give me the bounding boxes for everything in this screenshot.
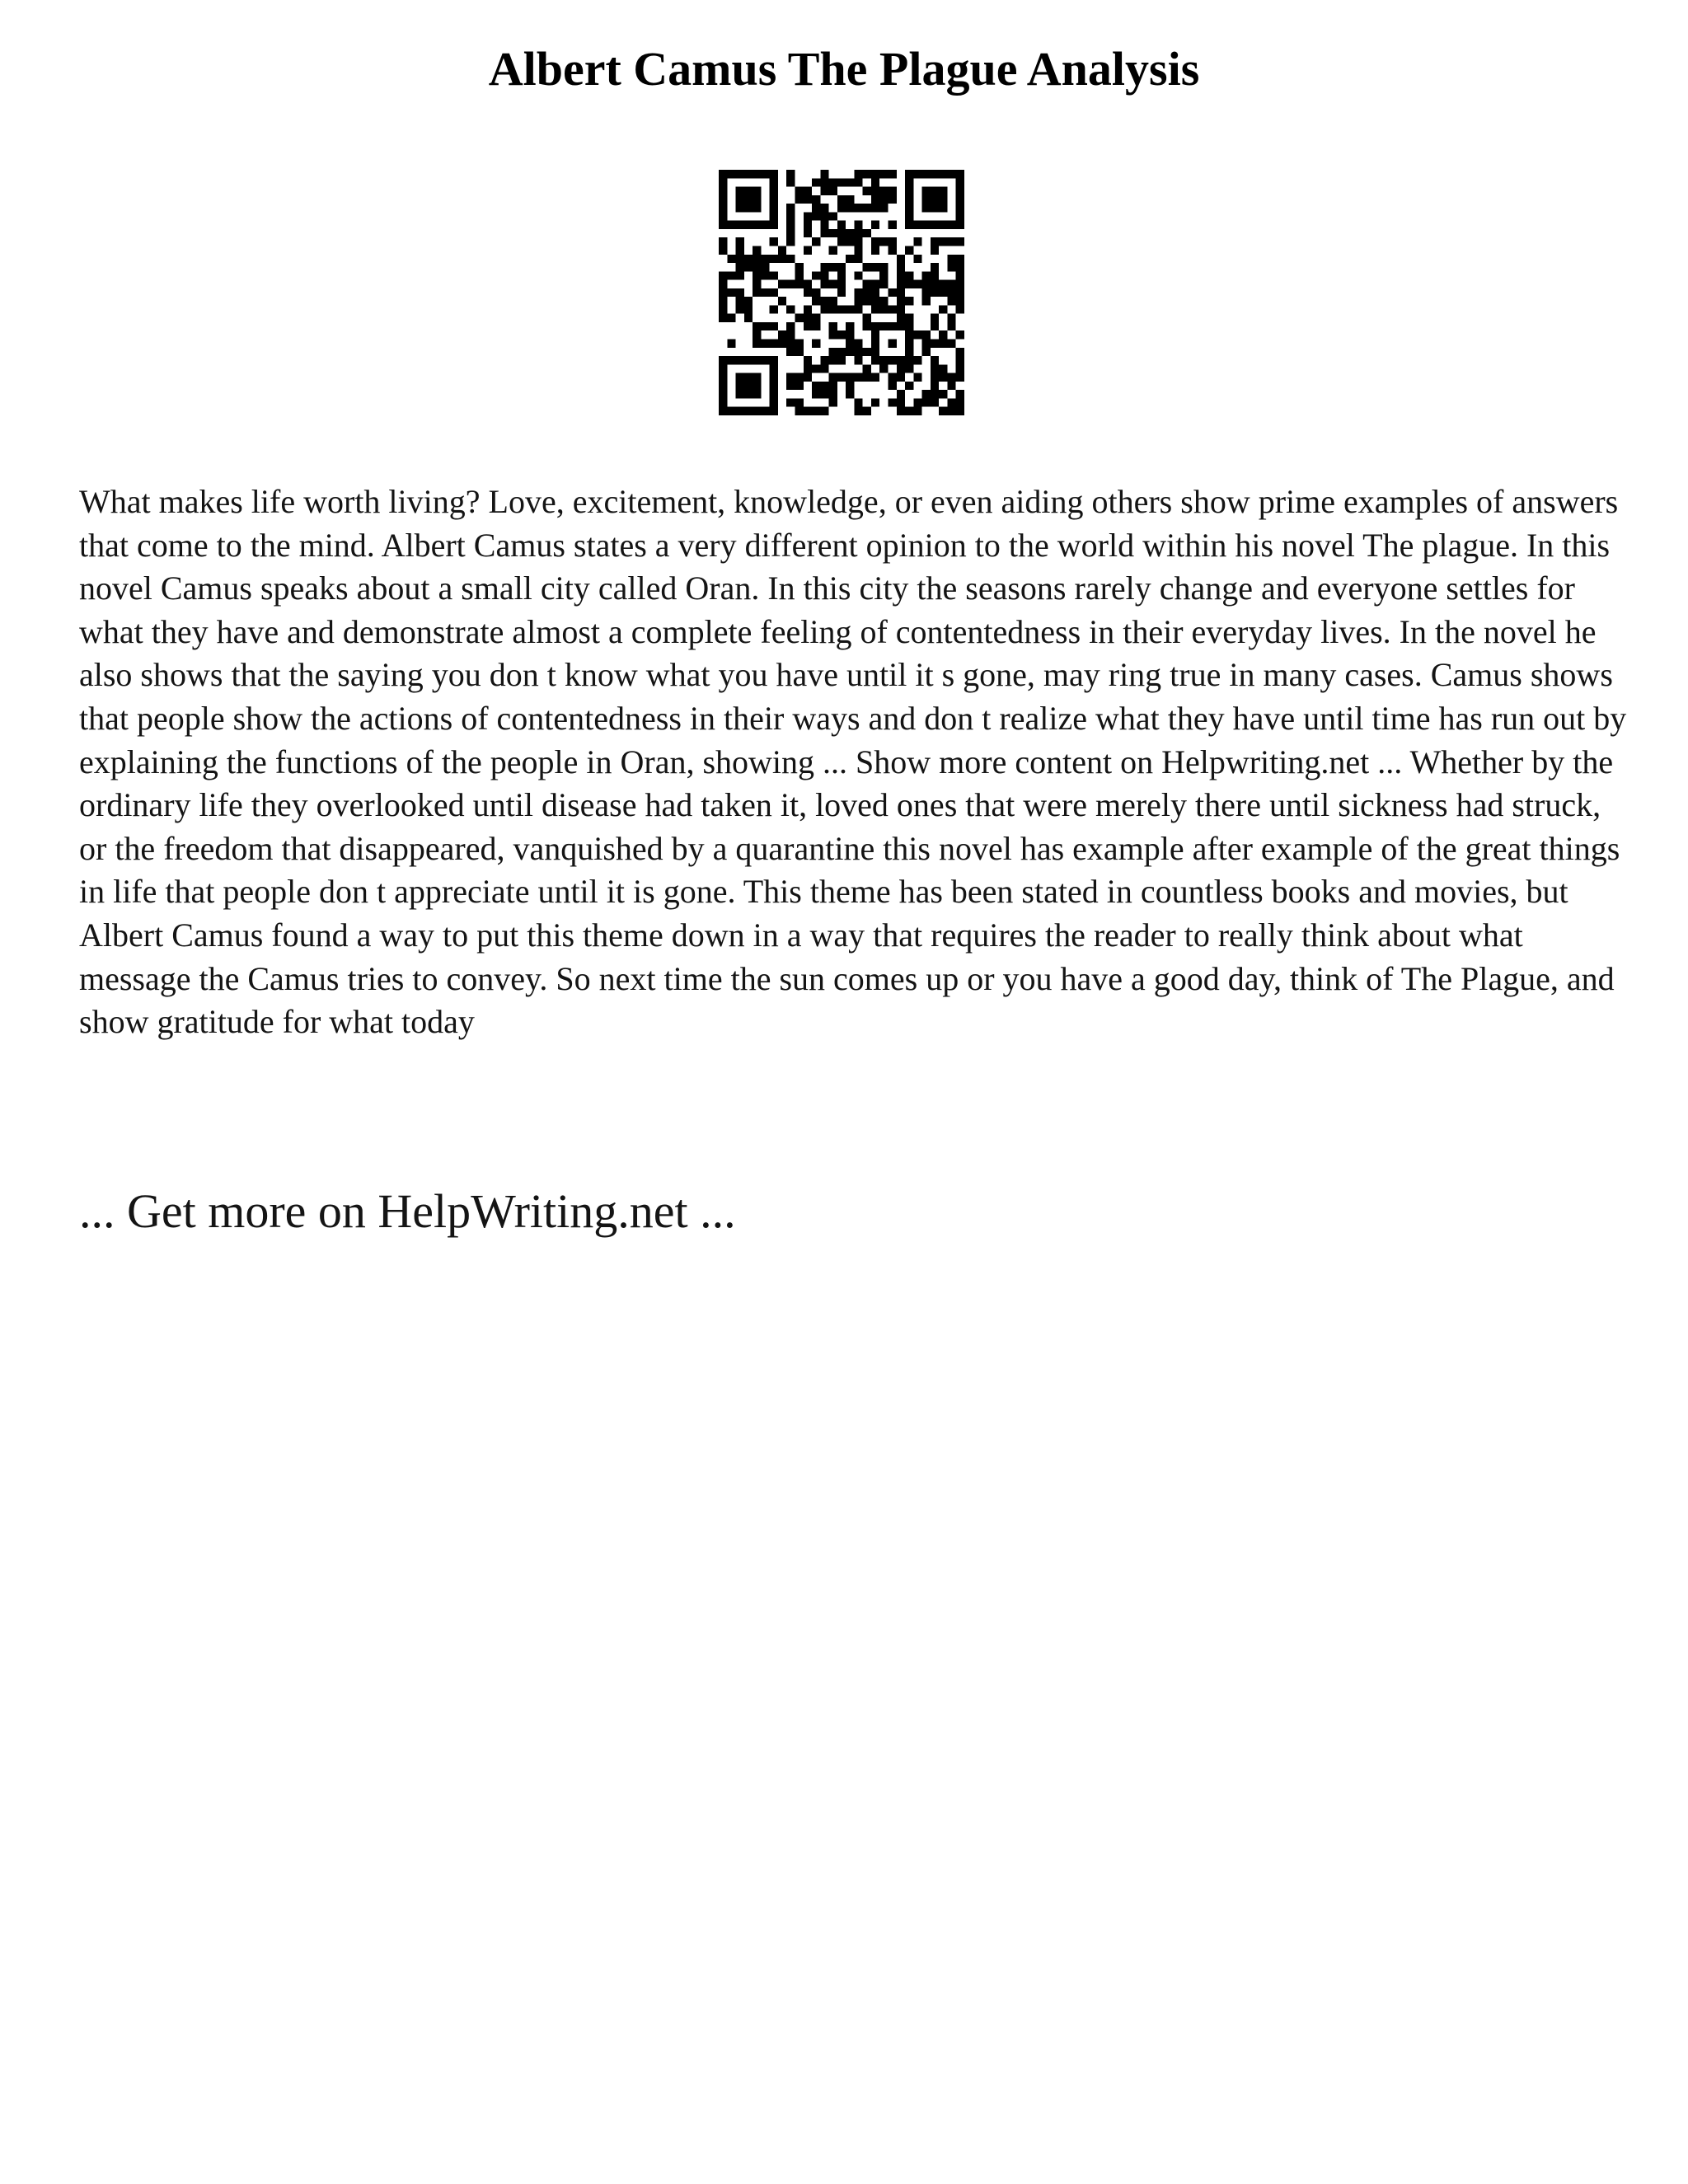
get-more-link[interactable]: ... Get more on HelpWriting.net ...	[79, 1184, 736, 1238]
document-title: Albert Camus The Plague Analysis	[488, 42, 1200, 96]
qr-code-icon	[719, 170, 964, 415]
body-paragraph: What makes life worth living? Love, excitement, knowledge, or even aiding others show prime examples of answers that come to the mind. Albert Camus states a very different opinion to the world within his novel The plague. In this novel Camus speaks about a small city called Oran. In this city the seasons rarely change and everyone settles for what they have and demonstrate almost a complete feeling of contentedness in their everyday lives. In the novel he also shows that the saying you don t know what you have until it s gone, may ring true in many cases. Camus shows that people show the actions of contentedness in their ways and don t realize what they have until time has run out by explaining the functions of the people in Oran, showing ... Show more content on Helpwriting.net ... Whether by the ordinary life they overlooked until disease had taken it, loved ones that were merely there until sickness had struck, or the freedom that disappeared, vanquished by a quarantine this novel has example after example of the great things in life that people don t appreciate until it is gone. This theme has been stated in countless books and movies, but Albert Camus found a way to put this theme down in a way that requires the reader to really think about what message the Camus tries to convey. So next time the sun comes up or you have a good day, think of The Plague, and show gratitude for what today	[79, 483, 1627, 1041]
